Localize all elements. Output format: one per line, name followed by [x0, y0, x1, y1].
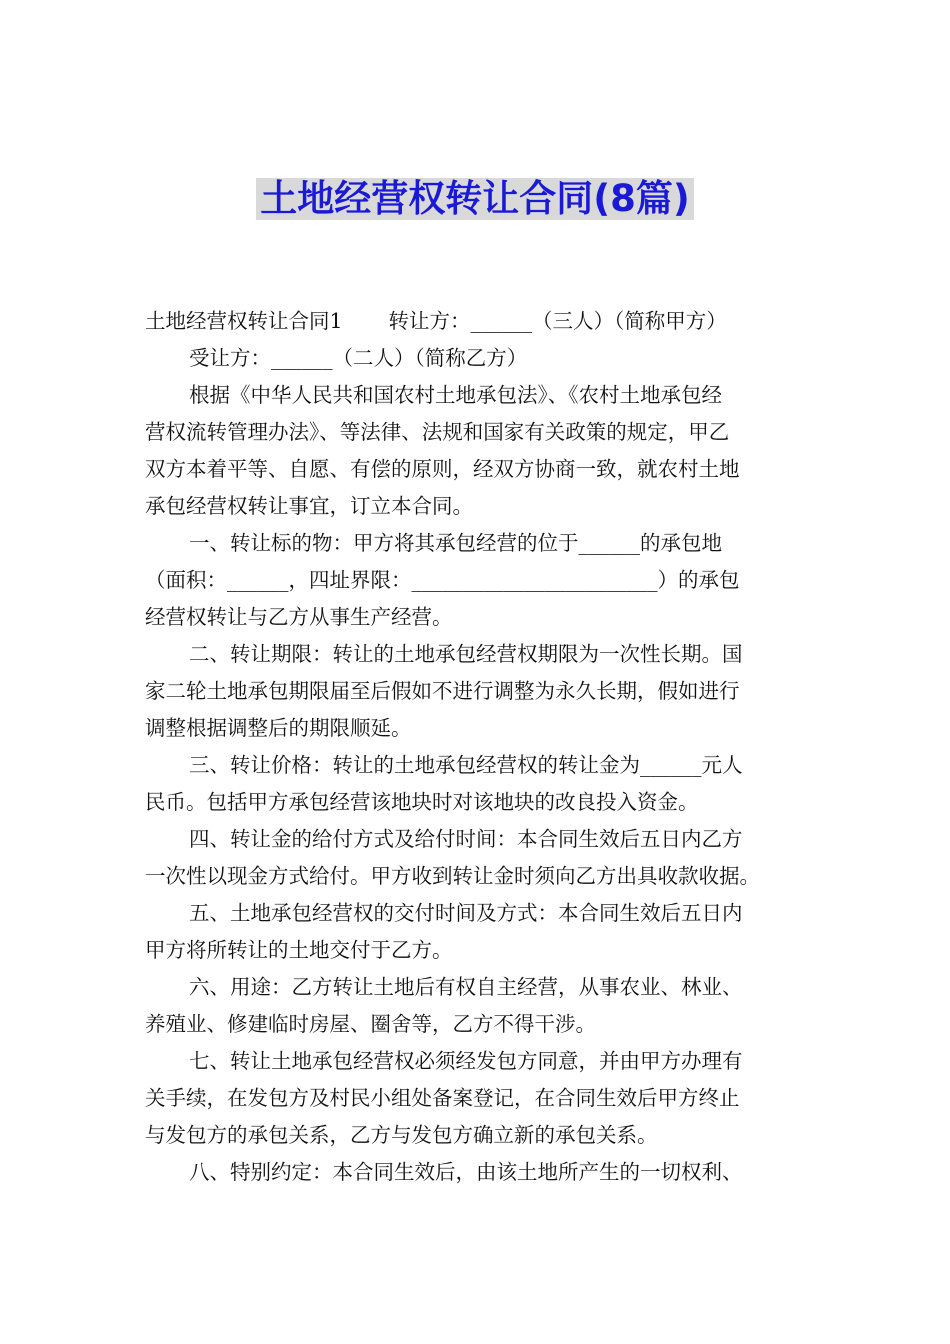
paragraph [145, 747, 807, 821]
paragraph-line: （面积：______，四址界限：________________________）的承包 [145, 568, 740, 592]
paragraph-line: 家二轮土地承包期限届至后假如不进行调整为永久长期，假如进行 [145, 679, 740, 703]
paragraph-line: 五、土地承包经营权的交付时间及方式：本合同生效后五日内 [189, 901, 743, 925]
paragraph-line: 经营权转让与乙方从事生产经营。 [145, 605, 453, 629]
contract-header-line [145, 303, 807, 340]
paragraph-line: 与发包方的承包关系，乙方与发包方确立新的承包关系。 [145, 1123, 658, 1147]
paragraph-line: 三、转让价格：转让的土地承包经营权的转让金为______元人 [189, 753, 743, 777]
paragraph [145, 1154, 807, 1191]
contract-label: 土地经营权转让合同1 [145, 309, 343, 333]
paragraph-line: 双方本着平等、自愿、有偿的原则，经双方协商一致，就农村土地 [145, 457, 740, 481]
document-title: 土地经营权转让合同(8篇) [256, 178, 694, 220]
paragraph-line: 营权流转管理办法》、等法律、法规和国家有关政策的规定，甲乙 [145, 420, 730, 444]
paragraph-line: 养殖业、修建临时房屋、圈舍等，乙方不得干涉。 [145, 1012, 596, 1036]
paragraph-line: 六、用途：乙方转让土地后有权自主经营，从事农业、林业、 [189, 975, 743, 999]
paragraph-line: 根据《中华人民共和国农村土地承包法》、《农村土地承包经 [189, 383, 722, 407]
paragraph [145, 636, 807, 747]
paragraph-line: 甲方将所转让的土地交付于乙方。 [145, 938, 453, 962]
paragraph-line: 一、转让标的物：甲方将其承包经营的位于______的承包地 [189, 531, 722, 555]
paragraph-line: 关手续，在发包方及村民小组处备案登记，在合同生效后甲方终止 [145, 1086, 740, 1110]
paragraph [145, 1043, 807, 1154]
paragraph [145, 525, 807, 636]
paragraph [145, 821, 807, 895]
paragraph-line: 二、转让期限：转让的土地承包经营权期限为一次性长期。国 [189, 642, 743, 666]
paragraph [145, 377, 807, 525]
title-block [0, 178, 950, 220]
paragraph-line: 八、特别约定：本合同生效后，由该土地所产生的一切权利、 [189, 1160, 743, 1184]
paragraph-line: 民币。包括甲方承包经营该地块时对该地块的改良投入资金。 [145, 790, 699, 814]
transferee-line: 受让方：______（二人）（简称乙方） [189, 346, 528, 370]
paragraph-line: 调整根据调整后的期限顺延。 [145, 716, 412, 740]
paragraph [145, 895, 807, 969]
paragraph-line: 四、转让金的给付方式及给付时间：本合同生效后五日内乙方 [189, 827, 743, 851]
paragraph-line: 承包经营权转让事宜，订立本合同。 [145, 494, 473, 518]
paragraph-line: 七、转让土地承包经营权必须经发包方同意，并由甲方办理有 [189, 1049, 743, 1073]
paragraph-line: 一次性以现金方式给付。甲方收到转让金时须向乙方出具收款收据。 [145, 864, 760, 888]
transferor-line: 转让方：______（三人）（简称甲方） [388, 309, 727, 333]
document-body [145, 303, 807, 1191]
paragraph [145, 969, 807, 1043]
